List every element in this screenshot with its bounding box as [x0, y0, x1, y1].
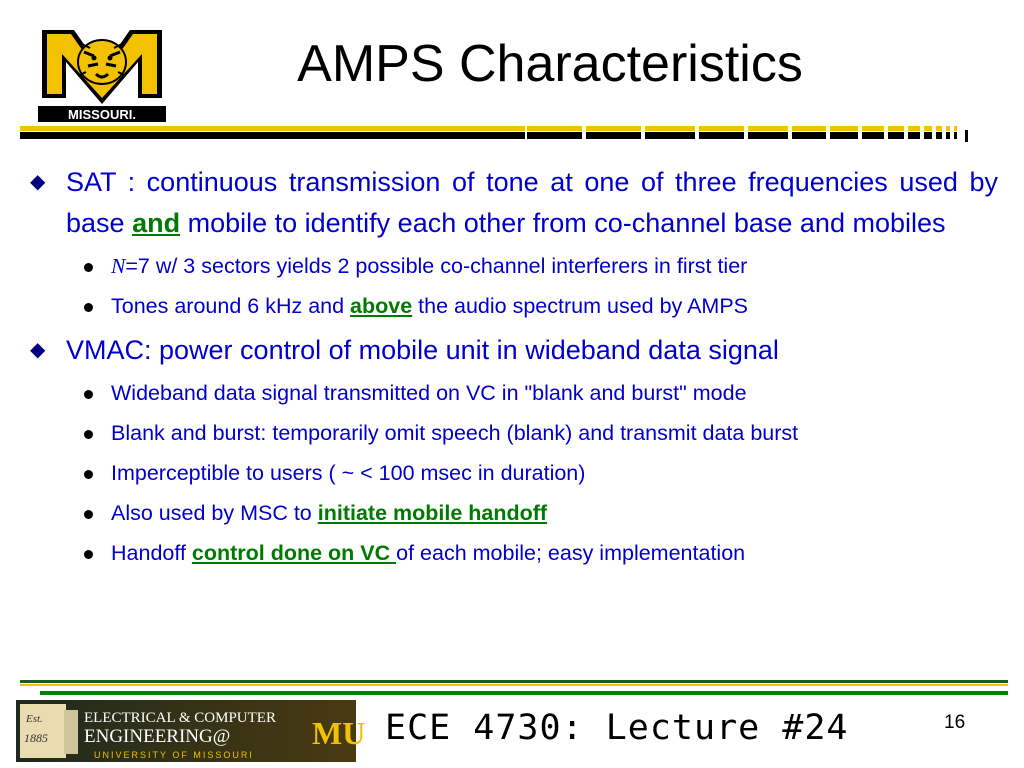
footer-line2: ENGINEERING@ — [84, 726, 231, 747]
diamond-bullet-icon: ◆ — [30, 171, 46, 193]
sub-bullet-imperceptible: Imperceptible to users ( ~ < 100 msec in duration) — [30, 457, 998, 490]
dot-bullet-icon — [84, 510, 93, 519]
bullet-vmac: ◆ VMAC: power control of mobile unit in wideband data signal — [30, 330, 998, 371]
page-number: 16 — [944, 712, 966, 733]
footer-est: Est. — [26, 713, 43, 725]
dot-bullet-icon — [84, 263, 93, 272]
sub-bullet-blank-burst: Blank and burst: temporarily omit speech (blank) and transmit data burst — [30, 417, 998, 450]
sub-bullet-msc: Also used by MSC to initiate mobile handoff — [30, 497, 998, 530]
footer-line3: UNIVERSITY OF MISSOURI — [94, 750, 254, 760]
bottom-divider-bar — [20, 676, 1008, 700]
bullet-sat: ◆ SAT : continuous transmission of tone at one of three frequencies used by base and mobile to identify each other from co-channel base and mobiles — [30, 162, 998, 244]
diamond-bullet-icon: ◆ — [30, 339, 46, 361]
dot-bullet-icon — [84, 303, 93, 312]
dot-bullet-icon — [84, 430, 93, 439]
emphasis-control-vc: control done on VC — [191, 541, 397, 565]
footer-year: 1885 — [24, 731, 48, 745]
emphasis-above: above — [350, 294, 413, 318]
slide-body — [30, 162, 998, 577]
slide-title: AMPS Characteristics — [297, 35, 803, 93]
footer-course-title: ECE 4730: Lecture #24 — [385, 708, 849, 748]
sub-bullet-n7: N=7 w/ 3 sectors yields 2 possible co-channel interferers in first tier — [30, 250, 998, 283]
sub-bullet-tones: Tones around 6 kHz and above the audio spectrum used by AMPS — [30, 290, 998, 323]
dot-bullet-icon — [84, 550, 93, 559]
top-divider-bar — [20, 126, 980, 144]
missouri-tiger-logo — [38, 26, 166, 124]
sub-bullet-handoff: Handoff control done on VC of each mobile; easy implementation — [30, 537, 998, 570]
footer-line1: ELECTRICAL & COMPUTER — [84, 710, 276, 726]
ece-mu-footer-logo — [16, 700, 366, 762]
dot-bullet-icon — [84, 470, 93, 479]
sub-bullet-wideband: Wideband data signal transmitted on VC in "blank and burst" mode — [30, 377, 998, 410]
dot-bullet-icon — [84, 390, 93, 399]
logo-text: MISSOURI. — [68, 107, 136, 122]
footer-mu: MU — [312, 715, 366, 751]
emphasis-initiate-handoff: initiate mobile handoff — [317, 501, 548, 525]
emphasis-and: and — [132, 208, 181, 238]
